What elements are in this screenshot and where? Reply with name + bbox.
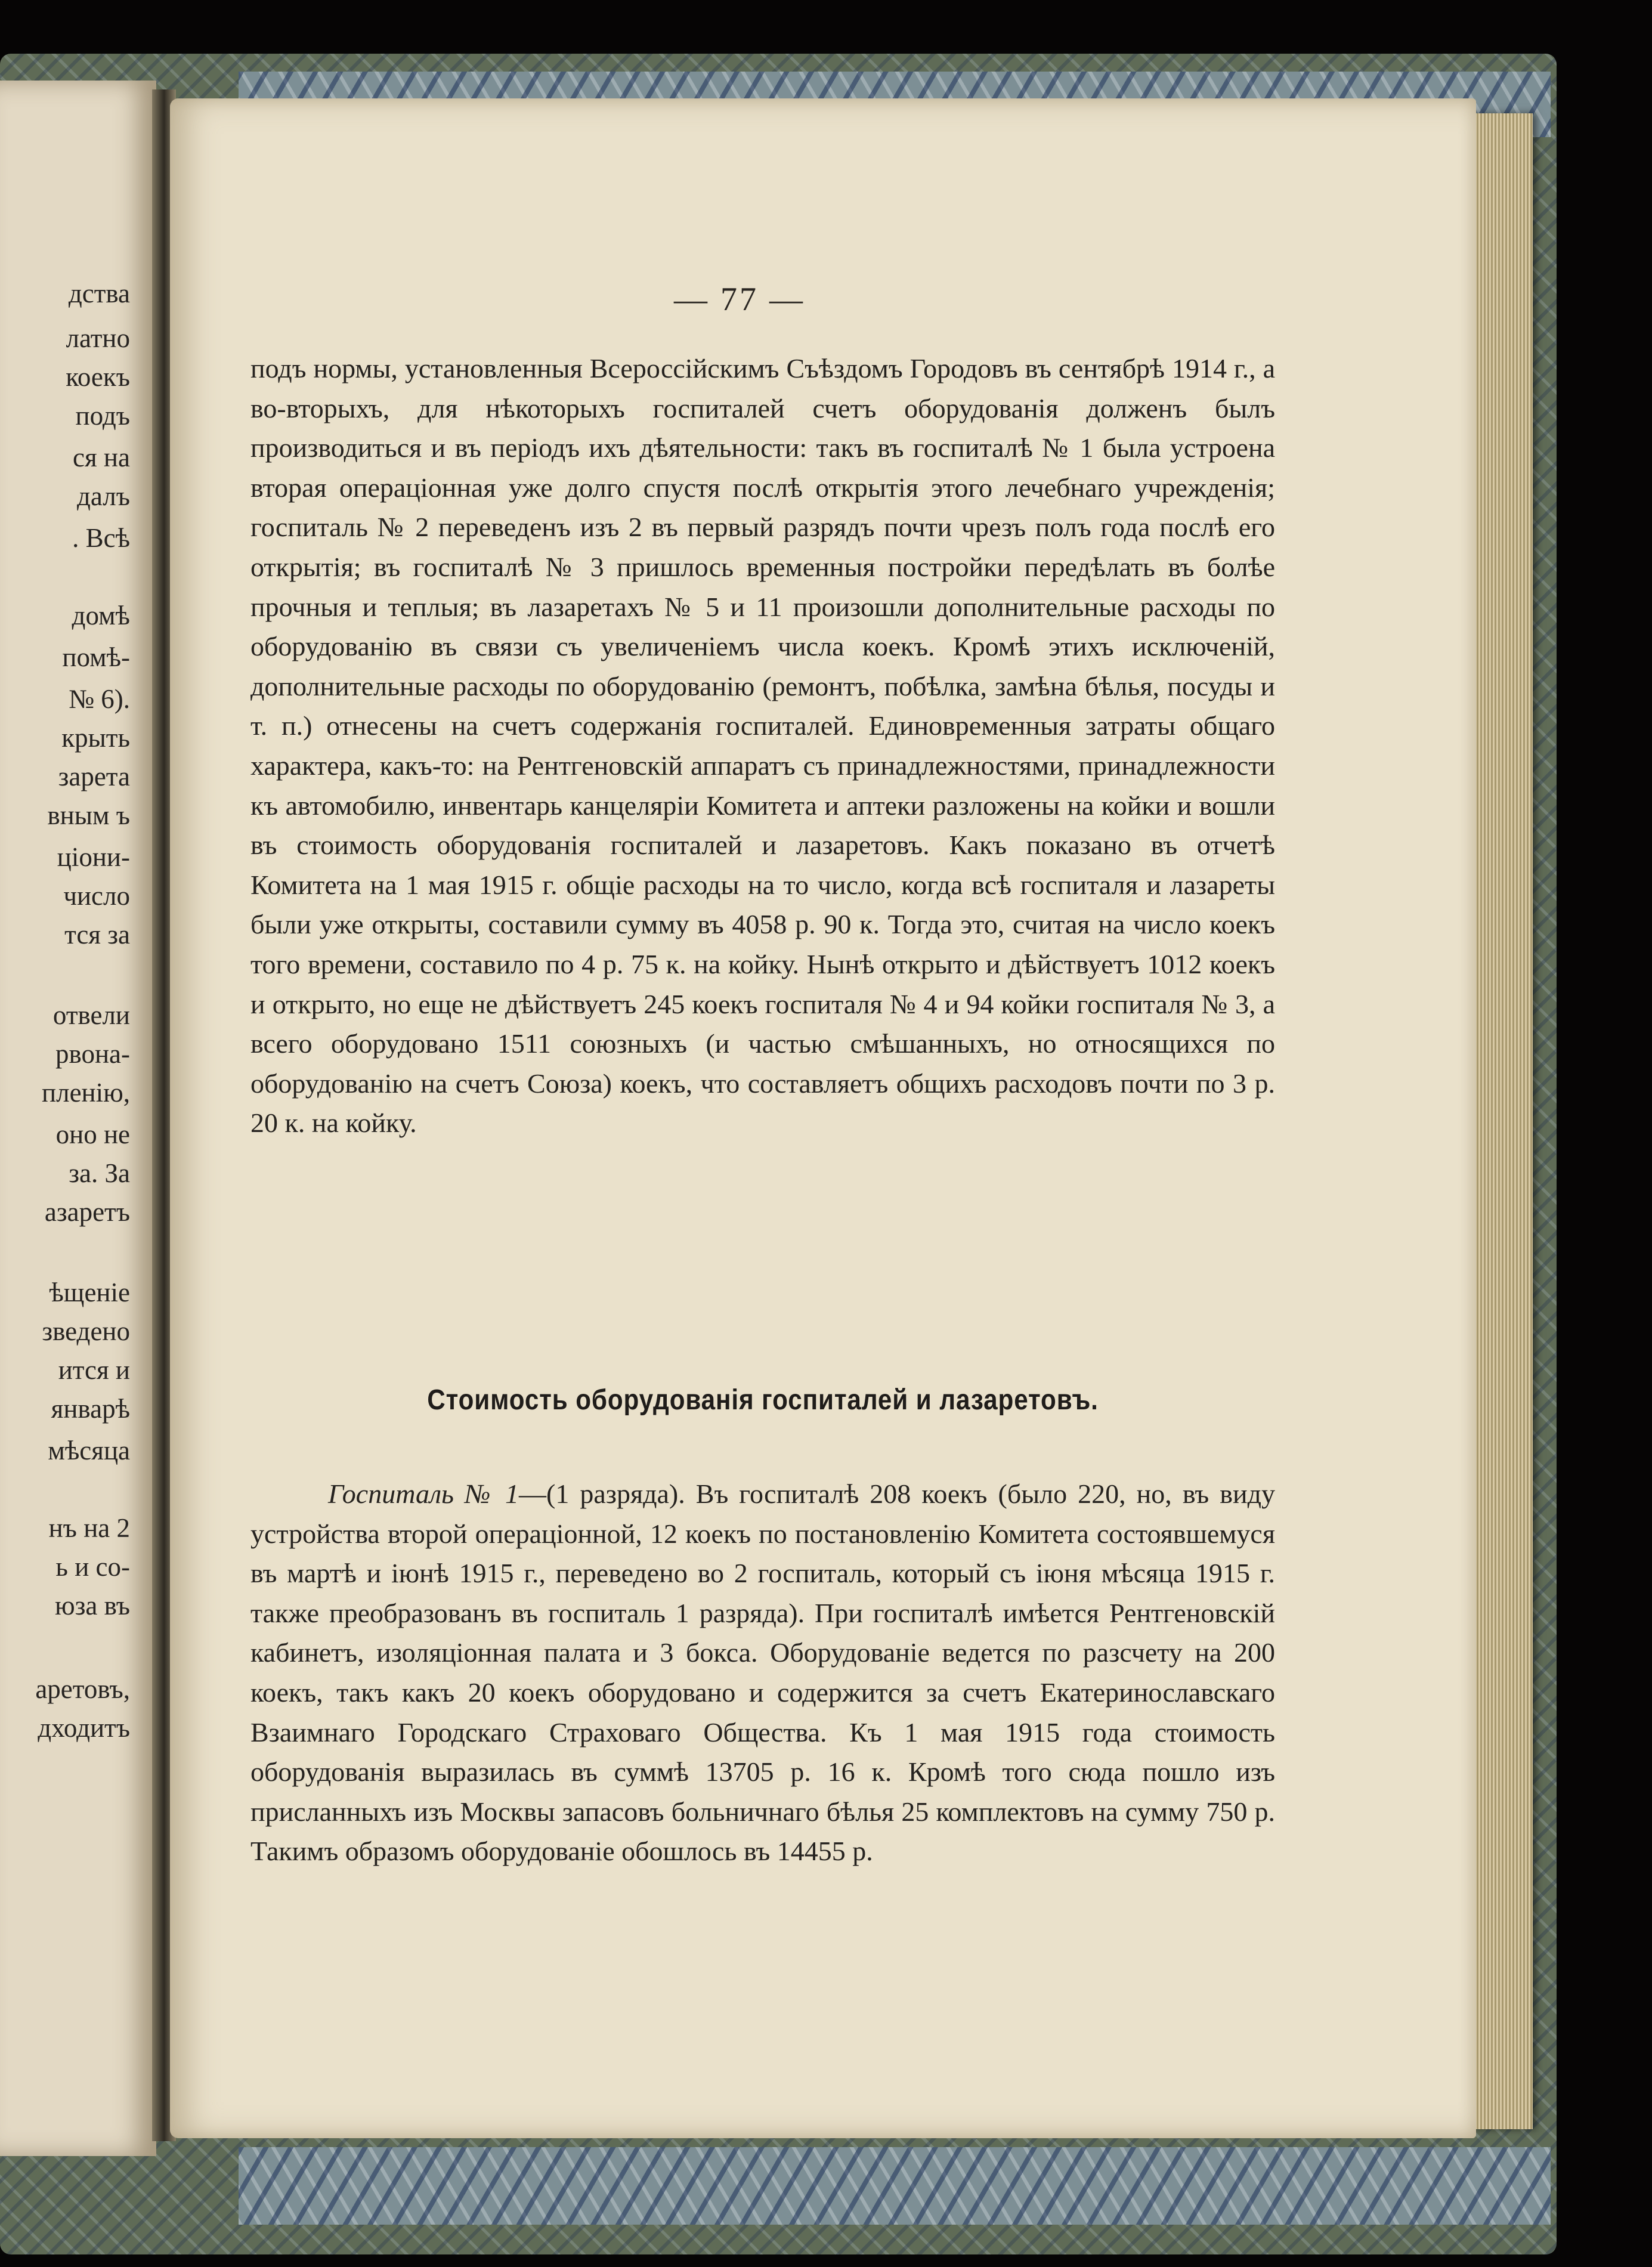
left-page-line: № 6).	[69, 684, 130, 714]
section-heading: Стоимость оборудованія госпиталей и лазаретовъ.	[427, 1384, 1099, 1416]
left-page-line: рвона-	[55, 1039, 130, 1069]
left-page-line: оно не	[55, 1119, 130, 1149]
left-page-line: за. За	[69, 1158, 130, 1188]
left-page-line: крыть	[61, 723, 130, 753]
left-page-line: домѣ	[72, 601, 130, 630]
left-page-line: ь и со-	[55, 1552, 130, 1582]
left-page	[0, 81, 156, 2156]
left-page-line: вным ъ	[47, 800, 130, 830]
left-page-line: нъ на 2	[48, 1513, 130, 1543]
paragraph-text: —(1 разряда). Въ госпиталѣ 208 коекъ (было 220, но, въ виду устройства второй операціонной, 12 коекъ по постановленію Комитета состоявшемуся въ мартѣ и іюнѣ 1915 г., переведено во 2 госпиталь, который съ іюня мѣсяца 1915 г. также преобразованъ въ госпиталь 1 разряда). При госпиталѣ имѣется Рентгеновскій кабинетъ, изоляціонная палата и 3 бокса. Оборудованіе ведется по разсчету на 200 коекъ, такъ какъ 20 коекъ оборудовано и содержится за счетъ Екатеринославскаго Взаимнаго Городскаго Страховаго Общества. Къ 1 мая 1915 года стоимость оборудованія выразилась въ суммѣ 13705 р. 16 к. Кромѣ того сюда пошло изъ присланныхъ изъ Москвы запасовъ больничнаго бѣлья 25 комплектовъ на сумму 750 р. Такимъ образомъ оборудованіе обошлось въ 14455 р.	[250, 1479, 1275, 1867]
left-page-line: число	[63, 881, 130, 911]
left-page-line: пленію,	[42, 1078, 130, 1108]
left-page-line: юза въ	[54, 1591, 130, 1620]
left-page-line: помѣ-	[62, 642, 130, 672]
left-page-line: дства	[68, 279, 130, 308]
cover-pattern-bottom	[239, 2147, 1551, 2225]
left-page-line: отвели	[52, 1000, 130, 1030]
paragraph: подъ нормы, установленныя Всероссійскимъ Съѣздомъ Городовъ въ сентябрѣ 1914 г., а во-вторыхъ, для нѣкоторыхъ госпиталей счетъ оборудованія долженъ былъ производиться и въ періодъ ихъ дѣятельности: такъ въ госпиталѣ № 1 была устроена вторая операціонная уже долго спустя послѣ открытія этого лечебнаго учрежденія; госпиталь № 2 переведенъ изъ 2 въ первый разрядъ почти чрезъ полъ года послѣ его открытія; въ госпиталѣ № 3 пришлось временныя постройки передѣлать въ болѣе прочныя и теплыя; въ лазаретахъ № 5 и 11 произошли дополнительные расходы по оборудованію въ связи съ увеличеніемъ числа коекъ. Кромѣ этихъ исключеній, дополнительные расходы по оборудованію (ремонтъ, побѣлка, замѣна бѣлья, посуды и т. п.) отнесены на счетъ содержанія госпиталей. Единовременныя затраты общаго характера, какъ-то: на Рентгеновскій аппаратъ съ принадлежностями, принадлежности къ автомобилю, инвентарь канцеляріи Комитета и аптеки разложены на койки и вошли въ стоимость оборудованія госпиталей и лазаретовъ. Какъ показано въ отчетѣ Комитета на 1 мая 1915 г. общіе расходы на то число, когда всѣ госпиталя и лазареты были уже открыты, составили сумму въ 4058 р. 90 к. Тогда это, считая на число коекъ того времени, составило по 4 р. 75 к. на койку. Нынѣ открыто и дѣйствуетъ 1012 коекъ и открыто, но еще не дѣйствуетъ 245 коекъ госпиталя № 4 и 94 койки госпиталя № 3, а всего оборудовано 1511 союзныхъ (и частью смѣшанныхъ, но относящихся по оборудованію на счетъ Союза) коекъ, что составляетъ общихъ расходовъ почти по 3 р. 20 к. на койку.	[250, 353, 1275, 1139]
left-page-line: зарета	[58, 762, 130, 791]
left-page-line: ся на	[73, 443, 130, 472]
left-page-line: . Всѣ	[72, 523, 130, 553]
left-page-line: дходитъ	[38, 1713, 130, 1743]
body-text-2	[250, 1474, 1275, 1872]
left-page-line: коекъ	[66, 362, 130, 392]
left-page-line: тся за	[64, 920, 130, 950]
left-page-line: мѣсяца	[48, 1436, 130, 1465]
left-page-line: ится и	[58, 1355, 130, 1385]
left-page-line: ціони-	[57, 842, 130, 872]
left-page-line: азаретъ	[44, 1197, 130, 1227]
left-page-line: подъ	[75, 401, 130, 431]
left-page-line: аретовъ,	[35, 1674, 130, 1704]
left-page-line: далъ	[77, 481, 130, 511]
page-number: — 77 —	[674, 281, 805, 318]
body-text	[250, 349, 1275, 1143]
left-page-line: январѣ	[51, 1394, 130, 1424]
left-page-line: латно	[66, 323, 130, 353]
left-page-line: зведено	[42, 1316, 130, 1346]
left-page-line: ѣщеніе	[49, 1278, 130, 1307]
paragraph	[250, 1474, 1275, 1872]
paragraph-label: Госпиталь № 1	[328, 1479, 519, 1509]
